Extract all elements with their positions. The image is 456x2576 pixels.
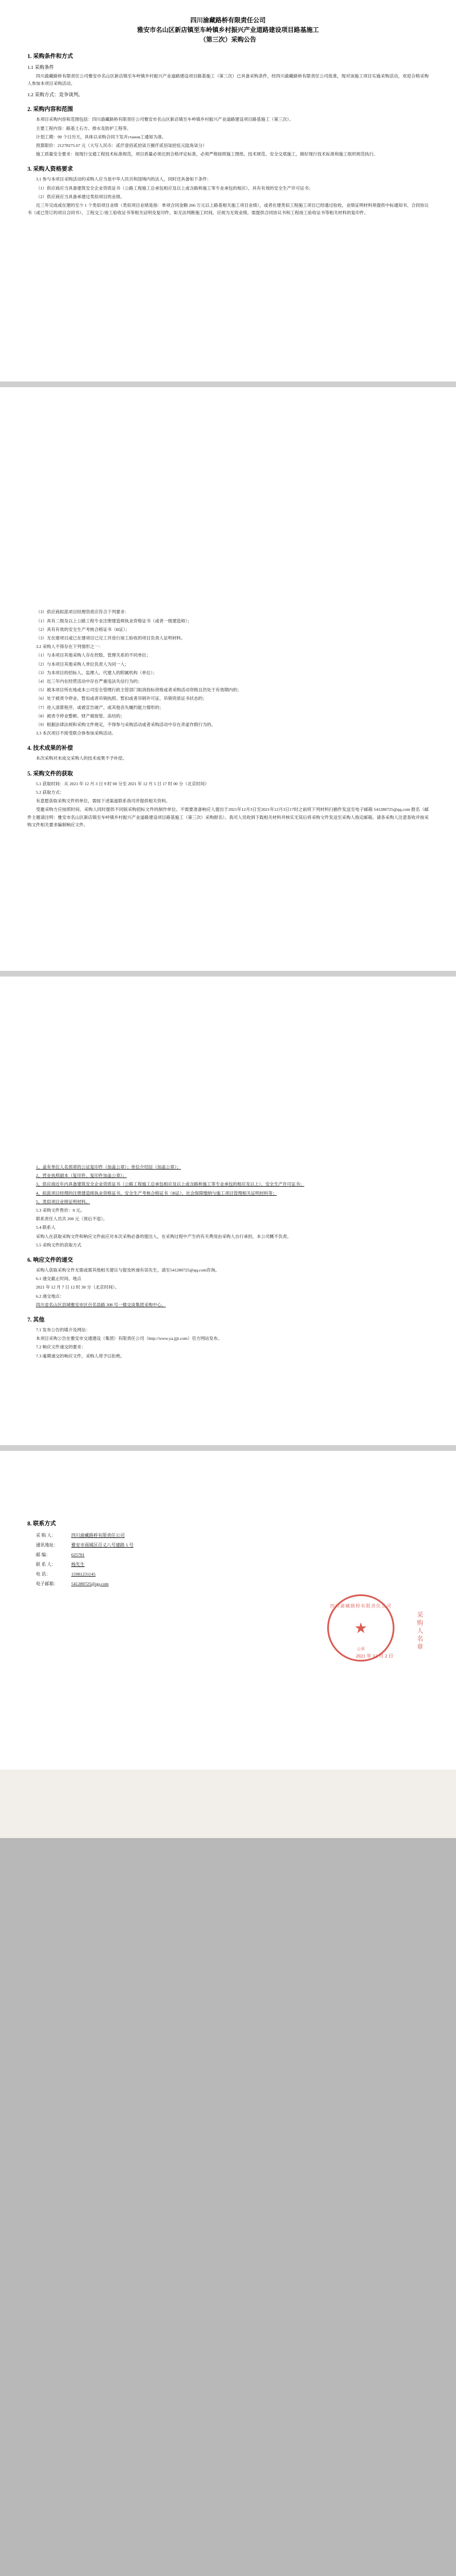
section-heading-2	[27, 104, 429, 113]
paragraph: 5.5 采购文件的获取方式	[36, 1242, 82, 1248]
contact-email-value[interactable]: 541280725@qq.com	[71, 1581, 109, 1586]
paragraph: 近三年完成或在建的至少 1 个类似项目业绩（类似项目业绩是指：单项合同金额 266 万元以上路基相关施工项目业绩），或者在建类似工程施工项目已经通过验收，业绩证明材料须提供中标通知书、合同协议书（或已签订的项目合同书）、工程交工/竣工验收证书等相关证明及复印件，如无法判断施工时间，应视为无效业绩。需提供合同协议书和工程竣工验收证书等相关材料的复印件。	[27, 203, 429, 216]
qualification-list	[27, 608, 429, 737]
section-7-num: 7.	[27, 1316, 32, 1323]
document-title	[27, 16, 429, 45]
section-4-num: 4.	[27, 745, 32, 752]
seal-org-text: 四川渝藏路桥有限责任公司	[330, 1603, 392, 1609]
paragraph: （2）具有有效的安全生产考核合格证书（B证）；	[36, 626, 130, 632]
paragraph: 5.4 联系人	[36, 1225, 56, 1230]
section-8-title: 联系方式	[33, 1520, 56, 1527]
section-1-title: 采购条件和方式	[33, 54, 73, 60]
paragraph: （3）无在建项目或已在建项目已完工并进行竣工验收的项目负责人证明材料。	[36, 635, 185, 641]
page-1-sheet	[0, 0, 456, 382]
contact-block	[27, 1531, 429, 1589]
paragraph: （8）被责令停业整顿、财产被接管、冻结的；	[36, 713, 125, 719]
section-6-title: 响应文件的递交	[33, 1257, 73, 1264]
paragraph: 预算限价：21278275.67 元（大写人民币：贰仟壹佰贰拾柒万捌仟贰佰柒拾伍元陆角柒分）	[36, 143, 207, 149]
paragraph: 主要工程内容：路基土石方、排水及防护工程等。	[36, 125, 132, 131]
seal-bottom-text: 公章	[357, 1646, 365, 1651]
contact-label: 联 系 人：	[36, 1561, 56, 1567]
section-heading-8	[27, 1519, 429, 1527]
contact-label: 通讯地址：	[36, 1542, 58, 1548]
seal-date: 2021 年 12 月 2 日	[356, 1652, 393, 1659]
paragraph: （4）近三年内在经营活动中存在严重违法失信行为的；	[36, 679, 142, 684]
paragraph: 2、营业执照副本（复印件、复印件加盖公章）；	[36, 1173, 127, 1179]
sub-heading-1-2: 1.2 采购方式：竞争谈判。	[27, 92, 83, 98]
paragraph: 计划工期：90 个日历天，具体以采购合同下发开станов工通知为准。	[36, 134, 166, 140]
contact-value: 625701	[71, 1552, 85, 1557]
contact-row	[36, 1560, 429, 1569]
paragraph: 5.3 采购文件售价：0 元。	[36, 1207, 85, 1213]
section-6-num: 6.	[27, 1257, 32, 1264]
paragraph: 3、供应商近年内具备建筑安全企业资质证书（公路工程施工总承包相应及以上或含路桥施工等专业承包的相应及以上）、安全生产许可证书；	[36, 1182, 304, 1187]
paragraph: （2）与本项目其他采购人单位负责人为同一人；	[36, 661, 129, 667]
section-2-num: 2.	[27, 106, 32, 113]
paragraph: 3.3 本次项目不接受联合体参加采购活动。	[36, 731, 116, 736]
paragraph: （1）具有二级及以上公路工程专业注册建造师执业资格证书（或者一级建造师）；	[36, 618, 192, 624]
contact-value: 雅安市雨城区百丈八号建路 5 号	[71, 1542, 134, 1548]
paragraph: 1、盖有单位人名预章的公证复印件（加盖公章）；单位介绍信（加盖公章）；	[36, 1164, 181, 1170]
section-2-title: 采购内容和范围	[33, 106, 73, 113]
document-page-2	[0, 387, 456, 970]
contact-value: 15981231145	[71, 1571, 96, 1577]
page-separator	[0, 971, 456, 977]
paragraph: （1）与本项目其他采购人存在控股、管理关系的不同单位；	[36, 653, 151, 658]
contact-label: 电 话：	[36, 1571, 51, 1577]
paragraph: （5）被本项目所在地或本公司安全管理行政主管部门取消投标资格或者采购活动资格且仍处于有效期内的；	[36, 687, 242, 693]
paragraph: 5、类似项目业绩证明材料。	[36, 1199, 90, 1204]
paragraph: 7.2 响应文件递交的要求：	[36, 1344, 86, 1350]
paragraph: （3）供应商拟派项目经理资质应符合下列要求：	[36, 609, 129, 615]
title-line-1: 四川渝藏路桥有限责任公司	[190, 17, 266, 24]
paragraph: 受邀采购方应按照时间、采购人同时提供不同版采购招标文件的制作单位。不需要准备响应人提出于2021年12月3日至2021年12月3日17时之前将下列材料扫描件发送至电子邮箱 541280725@qq.com 报名（邮件主题请注明：雅安市名山区新店镇至车岭镇乡村振兴产业道路建设项目路基施工（第三次）采购报名）。我司人员收到下载相关材料并核实无误后将采购文件发送至采购人指定邮箱。请各采购人注意查收并按采购文件相关要求编制响应文件。	[27, 807, 429, 827]
section-heading-6	[27, 1255, 429, 1264]
paragraph: （3）为本项目的招标人、监理人、代建人的附属机构（单位）；	[36, 670, 157, 675]
required-materials-list	[27, 1163, 429, 1205]
paragraph: （7）进入清算程序、或被宣告破产、或其他丧失履约能力情形的；	[36, 704, 164, 710]
paragraph: 有意愿获取采购文件的单位，需按下述渠道联系我司并提供相关资料。	[36, 798, 170, 804]
seal-vertical-text: 采购人名章	[416, 1611, 423, 1651]
section-heading-4	[27, 743, 429, 752]
section-5-title: 采购文件的获取	[33, 770, 73, 777]
contact-value: 杨先生	[71, 1561, 85, 1567]
paragraph: 四川渝藏路桥有限责任公司雅安市名山区新店镇至车岭镇乡村振兴产业道路建设项目路基施工（第三次）已具备采购条件，经四川渝藏路桥有限责任公司批准，现对该施工项目实施采购活动，欢迎合格采购人参加本项目采购活动。	[27, 73, 429, 87]
paragraph: （1）供应商应当具备建筑安全企业资质证书（公路工程施工总承包相应及以上或含路桥施工等专业承包的相应），具有有效的安全生产许可证书；	[36, 185, 313, 191]
paragraph: 7.3 逾期递交的响应文件，采购人将予以拒绝。	[36, 1353, 125, 1359]
paragraph: 7.1 发布公告的媒介及网站：	[36, 1327, 90, 1332]
page-separator	[0, 382, 456, 387]
contact-row-email	[36, 1579, 429, 1589]
page-3-sheet	[0, 977, 456, 1445]
paragraph: 6.2 递交地点：	[36, 1293, 64, 1299]
section-7-title: 其他	[33, 1316, 44, 1323]
contact-row	[36, 1550, 429, 1560]
document-page-3	[0, 977, 456, 1445]
section-heading-5	[27, 769, 429, 777]
document-page-4	[0, 1451, 456, 1838]
title-line-2: 雅安市名山区新店镇至车岭镇乡村振兴产业道路建设项目路基施工	[137, 27, 319, 34]
paragraph: 5.2 获取方式：	[36, 789, 64, 795]
document-page-1	[0, 0, 456, 382]
paragraph: （6）处于被责令停业、暂扣或者吊销执照、暂扣或者吊销许可证、吊销资质证书状态的；	[36, 696, 207, 702]
paragraph: （9）根据法律法规和采购文件规定，不得参与采购活动或者采购活动中存在弄虚作假行为的。	[36, 722, 216, 728]
paragraph: 采购人获取采购文件无需或需其他相关建议与提及转递有误先生，请至541280725@qq.com咨询。	[36, 1267, 219, 1273]
contact-label: 采 购 人：	[36, 1532, 56, 1538]
page-4-sheet	[0, 1451, 456, 1770]
contact-row	[36, 1531, 429, 1540]
paragraph: 6.1 递交截止时间、地点	[36, 1276, 82, 1282]
contact-row	[36, 1569, 429, 1579]
section-3-title: 采购人资格要求	[33, 166, 73, 173]
section-heading-3	[27, 164, 429, 173]
paragraph: 5.1 获取时间：从 2021 年 12 月 3 日 9 时 00 分至 2021 年 12 月 5 日 17 时 00 分（北京时间）	[36, 781, 209, 786]
paragraph: 联系责任人员共 200 元（预后不退）。	[36, 1216, 108, 1222]
paragraph: 本项目采购公告在雅安市交通建设（集团）有限责任公司（http://www.ya.jjjt.com）官方网站发布。	[36, 1336, 222, 1342]
paragraph: 3.1 参与本项目采购活动的采购人应当是中华人民共和国境内的法人，同时还具备如下条件：	[36, 177, 211, 182]
contact-row	[36, 1540, 429, 1550]
paragraph: 本次采购对未成交采购人的技术成果不予补偿。	[36, 756, 127, 761]
paragraph: （2）供应商应当具备承建过类似项目的业绩。	[36, 194, 125, 199]
section-1-num: 1.	[27, 54, 32, 60]
section-5-num: 5.	[27, 770, 32, 777]
page-separator	[0, 1445, 456, 1451]
contact-label: 电子邮箱：	[36, 1581, 58, 1586]
section-3-num: 3.	[27, 166, 32, 173]
seal-star-icon: ★	[354, 1619, 368, 1636]
sub-heading-1-1: 1.1 采购条件	[27, 64, 54, 70]
section-heading-7	[27, 1315, 429, 1323]
title-line-3: （第三次）采购公告	[199, 36, 256, 43]
page-footer-band	[0, 1770, 456, 1838]
paragraph: 本项目采购内容和范围包括：四川渝藏路桥有限责任公司雅安市名山区新店镇至车岭镇乡村振兴产业道路建设项目路基施工（第三次）。	[36, 117, 294, 122]
section-4-title: 技术成果的补偿	[33, 745, 73, 752]
section-8-num: 8.	[27, 1520, 32, 1527]
contact-label: 邮 编：	[36, 1552, 51, 1557]
paragraph: 3.2 采购人不得存在下列情形之一：	[36, 644, 103, 650]
paragraph: 2021 年 12 月 7 日 12 时 30 分（北京时间）。	[36, 1285, 120, 1290]
paragraph: 4、拟派项目经理的注册建造师执业资格证书、安全生产考核合格证书（B证）、社会保障缴纳与施工项目管理相关证明材料等；	[36, 1190, 277, 1196]
signature-area	[27, 1589, 429, 1674]
paragraph: 施工质量安全要求：按现行交通工程技术标准规范，项目质量必须达到合格评定标准，必须严格按照施工图纸、技术规范、安全交底施工，做好现行技术标准和施工组织规范执行。	[36, 151, 378, 157]
page-2-sheet	[0, 387, 456, 970]
paragraph: 采购人在获取采购文件和响应文件前应对本次采购必备的提出人，在采购过程中产生的有关费用由采购人自行承担，本公司概不负责。	[36, 1233, 292, 1239]
company-seal-stamp	[327, 1594, 394, 1662]
contact-value: 四川渝藏路桥有限责任公司	[71, 1532, 125, 1538]
section-heading-1	[27, 51, 429, 60]
paragraph: 四川省名山区县城雅安市区百名县路 308 号一楼交谈集团采购中心。	[36, 1302, 166, 1307]
